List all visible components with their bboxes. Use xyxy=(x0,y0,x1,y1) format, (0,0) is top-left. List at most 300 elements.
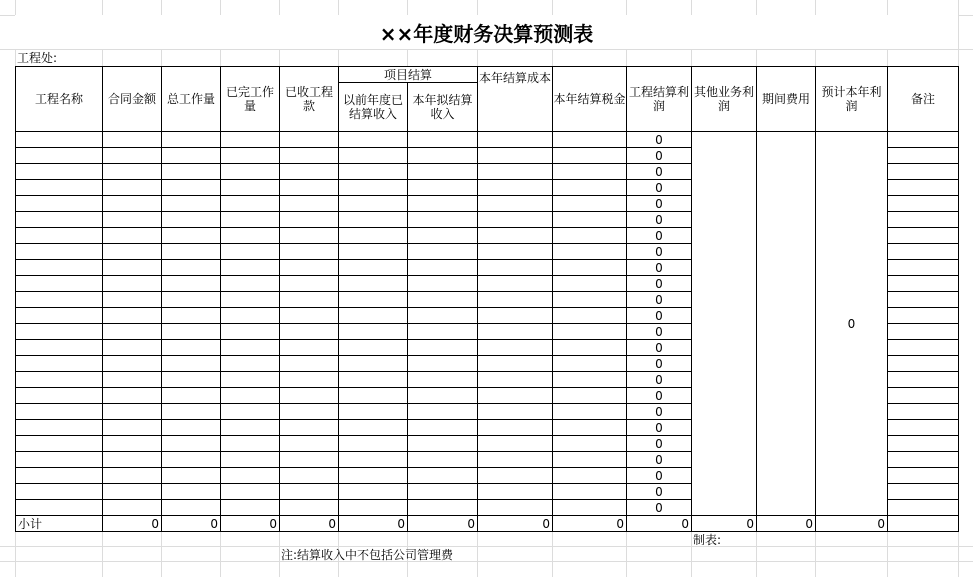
data-cell[interactable] xyxy=(888,340,959,356)
data-cell[interactable] xyxy=(478,148,553,164)
data-cell[interactable] xyxy=(103,324,162,340)
data-cell[interactable] xyxy=(280,468,339,484)
data-cell[interactable] xyxy=(103,164,162,180)
data-cell[interactable] xyxy=(478,244,553,260)
data-cell[interactable] xyxy=(103,356,162,372)
profit-cell[interactable]: 0 xyxy=(627,260,692,276)
data-cell[interactable] xyxy=(162,244,221,260)
profit-cell[interactable]: 0 xyxy=(627,500,692,516)
data-cell[interactable] xyxy=(339,244,408,260)
data-cell[interactable] xyxy=(478,196,553,212)
data-cell[interactable] xyxy=(478,260,553,276)
data-cell[interactable] xyxy=(553,452,627,468)
data-cell[interactable] xyxy=(103,420,162,436)
data-cell[interactable] xyxy=(888,436,959,452)
data-cell[interactable] xyxy=(339,404,408,420)
data-cell[interactable] xyxy=(888,180,959,196)
data-cell[interactable] xyxy=(221,452,280,468)
data-cell[interactable] xyxy=(888,260,959,276)
data-cell[interactable] xyxy=(478,484,553,500)
profit-cell[interactable]: 0 xyxy=(627,484,692,500)
data-cell[interactable] xyxy=(16,196,103,212)
data-cell[interactable] xyxy=(553,196,627,212)
data-cell[interactable] xyxy=(16,372,103,388)
data-cell[interactable] xyxy=(16,404,103,420)
data-cell[interactable] xyxy=(16,308,103,324)
data-cell[interactable] xyxy=(221,196,280,212)
data-cell[interactable] xyxy=(103,260,162,276)
data-cell[interactable] xyxy=(478,308,553,324)
data-cell[interactable] xyxy=(408,484,478,500)
data-cell[interactable] xyxy=(408,212,478,228)
data-cell[interactable] xyxy=(408,244,478,260)
data-cell[interactable] xyxy=(888,468,959,484)
data-cell[interactable] xyxy=(221,372,280,388)
data-cell[interactable] xyxy=(162,292,221,308)
data-cell[interactable] xyxy=(553,228,627,244)
header-planned-income[interactable]: 本年拟结算收入 xyxy=(408,83,478,132)
data-cell[interactable] xyxy=(103,500,162,516)
data-cell[interactable] xyxy=(408,452,478,468)
data-cell[interactable] xyxy=(888,212,959,228)
header-other-profit[interactable]: 其他业务利润 xyxy=(692,67,757,132)
data-cell[interactable] xyxy=(162,468,221,484)
data-cell[interactable] xyxy=(280,452,339,468)
profit-cell[interactable]: 0 xyxy=(627,324,692,340)
subtotal-contract-amount[interactable]: 0 xyxy=(103,516,162,532)
gridline xyxy=(0,49,973,50)
data-cell[interactable] xyxy=(162,148,221,164)
data-cell[interactable] xyxy=(280,500,339,516)
data-cell[interactable] xyxy=(103,468,162,484)
data-cell[interactable] xyxy=(408,276,478,292)
data-cell[interactable] xyxy=(339,484,408,500)
header-prior-settled-income[interactable]: 以前年度已结算收入 xyxy=(339,83,408,132)
profit-cell[interactable]: 0 xyxy=(627,148,692,164)
data-cell[interactable] xyxy=(280,212,339,228)
data-cell[interactable] xyxy=(553,212,627,228)
data-cell[interactable] xyxy=(408,436,478,452)
data-cell[interactable] xyxy=(888,228,959,244)
profit-cell[interactable]: 0 xyxy=(627,468,692,484)
data-cell[interactable] xyxy=(280,340,339,356)
data-cell[interactable] xyxy=(408,132,478,148)
data-cell[interactable] xyxy=(16,164,103,180)
data-cell[interactable] xyxy=(162,356,221,372)
header-settlement-profit[interactable]: 工程结算利润 xyxy=(627,67,692,132)
data-cell[interactable] xyxy=(221,212,280,228)
data-cell[interactable] xyxy=(553,260,627,276)
data-cell[interactable] xyxy=(16,356,103,372)
data-cell[interactable] xyxy=(553,436,627,452)
data-cell[interactable] xyxy=(408,468,478,484)
data-cell[interactable] xyxy=(16,468,103,484)
data-cell[interactable] xyxy=(221,244,280,260)
subtotal-settlement-cost[interactable]: 0 xyxy=(478,516,553,532)
data-cell[interactable] xyxy=(221,260,280,276)
data-cell[interactable] xyxy=(103,484,162,500)
profit-cell[interactable]: 0 xyxy=(627,212,692,228)
header-project-settlement[interactable]: 项目结算 xyxy=(339,67,478,83)
subtotal-label[interactable]: 小计 xyxy=(16,516,103,532)
data-cell[interactable] xyxy=(478,132,553,148)
data-cell[interactable] xyxy=(408,292,478,308)
data-cell[interactable] xyxy=(478,356,553,372)
data-cell[interactable] xyxy=(16,340,103,356)
data-cell[interactable] xyxy=(408,164,478,180)
data-cell[interactable] xyxy=(408,180,478,196)
data-cell[interactable] xyxy=(221,132,280,148)
header-settlement-tax[interactable]: 本年结算税金 xyxy=(553,67,627,132)
data-cell[interactable] xyxy=(280,356,339,372)
data-cell[interactable] xyxy=(339,372,408,388)
profit-cell[interactable]: 0 xyxy=(627,388,692,404)
data-cell[interactable] xyxy=(888,308,959,324)
profit-cell[interactable]: 0 xyxy=(627,132,692,148)
data-cell[interactable] xyxy=(408,196,478,212)
sheet-title: ××年度财务决算预测表 xyxy=(15,15,958,49)
header-total-work[interactable]: 总工作量 xyxy=(162,67,221,132)
data-cell[interactable] xyxy=(16,244,103,260)
data-cell[interactable] xyxy=(888,324,959,340)
data-cell[interactable] xyxy=(162,404,221,420)
data-cell[interactable] xyxy=(280,292,339,308)
data-cell[interactable] xyxy=(221,484,280,500)
data-cell[interactable] xyxy=(221,436,280,452)
data-cell[interactable] xyxy=(553,468,627,484)
data-cell[interactable] xyxy=(553,388,627,404)
subtotal-remarks[interactable] xyxy=(888,516,959,532)
data-cell[interactable] xyxy=(280,420,339,436)
data-cell[interactable] xyxy=(408,260,478,276)
other-profit-merged-cell[interactable] xyxy=(692,132,757,516)
data-cell[interactable] xyxy=(162,228,221,244)
data-cell[interactable] xyxy=(16,148,103,164)
data-cell[interactable] xyxy=(221,228,280,244)
data-cell[interactable] xyxy=(553,500,627,516)
data-cell[interactable] xyxy=(553,484,627,500)
data-cell[interactable] xyxy=(221,308,280,324)
data-cell[interactable] xyxy=(162,436,221,452)
data-cell[interactable] xyxy=(280,260,339,276)
data-cell[interactable] xyxy=(408,228,478,244)
data-cell[interactable] xyxy=(162,500,221,516)
data-cell[interactable] xyxy=(888,484,959,500)
data-cell[interactable] xyxy=(339,132,408,148)
data-cell[interactable] xyxy=(888,292,959,308)
data-cell[interactable] xyxy=(221,356,280,372)
data-cell[interactable] xyxy=(888,500,959,516)
data-cell[interactable] xyxy=(221,388,280,404)
data-cell[interactable] xyxy=(16,484,103,500)
data-cell[interactable] xyxy=(280,132,339,148)
profit-cell[interactable]: 0 xyxy=(627,452,692,468)
data-cell[interactable] xyxy=(408,340,478,356)
data-cell[interactable] xyxy=(888,388,959,404)
data-cell[interactable] xyxy=(888,372,959,388)
header-estimated-profit[interactable]: 预计本年利润 xyxy=(816,67,888,132)
data-cell[interactable] xyxy=(888,164,959,180)
subtotal-other-profit[interactable]: 0 xyxy=(692,516,757,532)
data-cell[interactable] xyxy=(280,164,339,180)
data-cell[interactable] xyxy=(103,404,162,420)
header-project-name[interactable]: 工程名称 xyxy=(16,67,103,132)
data-cell[interactable] xyxy=(103,340,162,356)
data-cell[interactable] xyxy=(553,308,627,324)
data-cell[interactable] xyxy=(339,324,408,340)
data-cell[interactable] xyxy=(16,452,103,468)
data-cell[interactable] xyxy=(339,276,408,292)
data-cell[interactable] xyxy=(408,356,478,372)
data-cell[interactable] xyxy=(103,212,162,228)
data-cell[interactable] xyxy=(553,372,627,388)
data-cell[interactable] xyxy=(280,308,339,324)
data-cell[interactable] xyxy=(553,180,627,196)
data-cell[interactable] xyxy=(16,436,103,452)
subtotal-prior-settled-income[interactable]: 0 xyxy=(339,516,408,532)
data-cell[interactable] xyxy=(103,228,162,244)
data-cell[interactable] xyxy=(408,420,478,436)
header-settlement-cost[interactable]: 本年结算成本 xyxy=(478,67,553,132)
profit-cell[interactable]: 0 xyxy=(627,356,692,372)
data-cell[interactable] xyxy=(280,436,339,452)
data-cell[interactable] xyxy=(221,340,280,356)
data-cell[interactable] xyxy=(16,132,103,148)
data-cell[interactable] xyxy=(408,500,478,516)
period-expense-merged-cell[interactable] xyxy=(757,132,816,516)
data-cell[interactable] xyxy=(103,452,162,468)
data-cell[interactable] xyxy=(478,164,553,180)
data-cell[interactable] xyxy=(888,404,959,420)
profit-cell[interactable]: 0 xyxy=(627,308,692,324)
data-cell[interactable] xyxy=(16,276,103,292)
profit-cell[interactable]: 0 xyxy=(627,372,692,388)
data-cell[interactable] xyxy=(339,356,408,372)
data-cell[interactable] xyxy=(553,420,627,436)
data-cell[interactable] xyxy=(408,148,478,164)
data-cell[interactable] xyxy=(16,500,103,516)
profit-cell[interactable]: 0 xyxy=(627,436,692,452)
data-cell[interactable] xyxy=(408,308,478,324)
data-cell[interactable] xyxy=(408,324,478,340)
subtotal-settlement-profit[interactable]: 0 xyxy=(627,516,692,532)
data-cell[interactable] xyxy=(162,276,221,292)
header-period-expense[interactable]: 期间费用 xyxy=(757,67,816,132)
data-cell[interactable] xyxy=(888,356,959,372)
data-cell[interactable] xyxy=(221,276,280,292)
data-cell[interactable] xyxy=(280,484,339,500)
data-cell[interactable] xyxy=(553,132,627,148)
data-cell[interactable] xyxy=(339,228,408,244)
data-cell[interactable] xyxy=(553,276,627,292)
data-cell[interactable] xyxy=(162,452,221,468)
data-cell[interactable] xyxy=(280,276,339,292)
data-cell[interactable] xyxy=(553,148,627,164)
data-cell[interactable] xyxy=(339,340,408,356)
data-cell[interactable] xyxy=(280,180,339,196)
data-cell[interactable] xyxy=(553,292,627,308)
data-cell[interactable] xyxy=(888,452,959,468)
data-cell[interactable] xyxy=(888,420,959,436)
data-cell[interactable] xyxy=(888,276,959,292)
data-cell[interactable] xyxy=(478,420,553,436)
data-cell[interactable] xyxy=(888,196,959,212)
data-cell[interactable] xyxy=(478,228,553,244)
data-cell[interactable] xyxy=(553,244,627,260)
data-cell[interactable] xyxy=(221,420,280,436)
data-cell[interactable] xyxy=(339,452,408,468)
data-cell[interactable] xyxy=(478,212,553,228)
data-cell[interactable] xyxy=(478,468,553,484)
data-cell[interactable] xyxy=(888,244,959,260)
data-cell[interactable] xyxy=(162,372,221,388)
profit-cell[interactable]: 0 xyxy=(627,228,692,244)
data-cell[interactable] xyxy=(221,404,280,420)
data-cell[interactable] xyxy=(339,388,408,404)
data-cell[interactable] xyxy=(553,164,627,180)
subtotal-settlement-tax[interactable]: 0 xyxy=(553,516,627,532)
subtotal-planned-income[interactable]: 0 xyxy=(408,516,478,532)
data-cell[interactable] xyxy=(16,420,103,436)
data-cell[interactable] xyxy=(103,308,162,324)
data-cell[interactable] xyxy=(478,276,553,292)
data-cell[interactable] xyxy=(339,180,408,196)
profit-cell[interactable]: 0 xyxy=(627,276,692,292)
estimated-profit-merged-cell[interactable]: 0 xyxy=(816,132,888,516)
data-cell[interactable] xyxy=(103,276,162,292)
data-cell[interactable] xyxy=(103,132,162,148)
data-cell[interactable] xyxy=(16,324,103,340)
data-cell[interactable] xyxy=(478,180,553,196)
data-cell[interactable] xyxy=(553,404,627,420)
data-cell[interactable] xyxy=(162,308,221,324)
subtotal-estimated-profit[interactable]: 0 xyxy=(816,516,888,532)
data-cell[interactable] xyxy=(162,260,221,276)
data-cell[interactable] xyxy=(162,196,221,212)
data-cell[interactable] xyxy=(103,148,162,164)
data-cell[interactable] xyxy=(888,148,959,164)
subtotal-received-payment[interactable]: 0 xyxy=(280,516,339,532)
data-cell[interactable] xyxy=(221,468,280,484)
subtotal-total-work[interactable]: 0 xyxy=(162,516,221,532)
data-cell[interactable] xyxy=(408,388,478,404)
data-cell[interactable] xyxy=(339,500,408,516)
data-cell[interactable] xyxy=(16,180,103,196)
data-cell[interactable] xyxy=(408,372,478,388)
data-cell[interactable] xyxy=(339,468,408,484)
data-cell[interactable] xyxy=(888,132,959,148)
project-office-label: 工程处: xyxy=(17,51,58,65)
header-remarks[interactable]: 备注 xyxy=(888,67,959,132)
profit-cell[interactable]: 0 xyxy=(627,180,692,196)
data-cell[interactable] xyxy=(553,356,627,372)
data-cell[interactable] xyxy=(221,292,280,308)
data-cell[interactable] xyxy=(162,164,221,180)
data-cell[interactable] xyxy=(280,404,339,420)
data-cell[interactable] xyxy=(339,308,408,324)
data-cell[interactable] xyxy=(280,196,339,212)
data-cell[interactable] xyxy=(16,260,103,276)
data-cell[interactable] xyxy=(162,324,221,340)
data-cell[interactable] xyxy=(280,228,339,244)
data-cell[interactable] xyxy=(221,180,280,196)
data-cell[interactable] xyxy=(339,212,408,228)
data-cell[interactable] xyxy=(339,260,408,276)
data-cell[interactable] xyxy=(162,420,221,436)
data-cell[interactable] xyxy=(162,180,221,196)
data-cell[interactable] xyxy=(280,388,339,404)
data-cell[interactable] xyxy=(162,212,221,228)
data-cell[interactable] xyxy=(103,372,162,388)
profit-cell[interactable]: 0 xyxy=(627,244,692,260)
data-cell[interactable] xyxy=(221,164,280,180)
subtotal-completed-work[interactable]: 0 xyxy=(221,516,280,532)
data-cell[interactable] xyxy=(280,372,339,388)
data-cell[interactable] xyxy=(339,164,408,180)
data-cell[interactable] xyxy=(16,212,103,228)
header-received-payment[interactable]: 已收工程款 xyxy=(280,67,339,132)
header-contract-amount[interactable]: 合同金额 xyxy=(103,67,162,132)
data-cell[interactable] xyxy=(339,420,408,436)
data-cell[interactable] xyxy=(16,292,103,308)
data-cell[interactable] xyxy=(103,196,162,212)
data-cell[interactable] xyxy=(280,324,339,340)
data-cell[interactable] xyxy=(478,340,553,356)
data-cell[interactable] xyxy=(478,500,553,516)
data-cell[interactable] xyxy=(162,132,221,148)
data-cell[interactable] xyxy=(478,436,553,452)
data-cell[interactable] xyxy=(553,324,627,340)
data-cell[interactable] xyxy=(103,292,162,308)
profit-cell[interactable]: 0 xyxy=(627,292,692,308)
data-cell[interactable] xyxy=(16,388,103,404)
data-cell[interactable] xyxy=(103,180,162,196)
data-cell[interactable] xyxy=(221,500,280,516)
data-cell[interactable] xyxy=(16,228,103,244)
data-cell[interactable] xyxy=(221,148,280,164)
data-cell[interactable] xyxy=(103,244,162,260)
data-cell[interactable] xyxy=(339,436,408,452)
data-cell[interactable] xyxy=(478,404,553,420)
profit-cell[interactable]: 0 xyxy=(627,196,692,212)
header-completed-work[interactable]: 已完工作量 xyxy=(221,67,280,132)
data-cell[interactable] xyxy=(162,484,221,500)
data-cell[interactable] xyxy=(221,324,280,340)
data-cell[interactable] xyxy=(103,436,162,452)
data-cell[interactable] xyxy=(162,388,221,404)
profit-cell[interactable]: 0 xyxy=(627,340,692,356)
data-cell[interactable] xyxy=(478,388,553,404)
profit-cell[interactable]: 0 xyxy=(627,164,692,180)
data-cell[interactable] xyxy=(553,340,627,356)
data-cell[interactable] xyxy=(478,292,553,308)
profit-cell[interactable]: 0 xyxy=(627,404,692,420)
profit-cell[interactable]: 0 xyxy=(627,420,692,436)
data-cell[interactable] xyxy=(478,452,553,468)
data-cell[interactable] xyxy=(408,404,478,420)
data-cell[interactable] xyxy=(478,372,553,388)
data-cell[interactable] xyxy=(339,292,408,308)
data-cell[interactable] xyxy=(103,388,162,404)
subtotal-row xyxy=(16,516,959,532)
data-cell[interactable] xyxy=(339,148,408,164)
data-cell[interactable] xyxy=(162,340,221,356)
data-cell[interactable] xyxy=(280,244,339,260)
data-cell[interactable] xyxy=(280,148,339,164)
data-cell[interactable] xyxy=(339,196,408,212)
subtotal-period-expense[interactable]: 0 xyxy=(757,516,816,532)
data-cell[interactable] xyxy=(478,324,553,340)
